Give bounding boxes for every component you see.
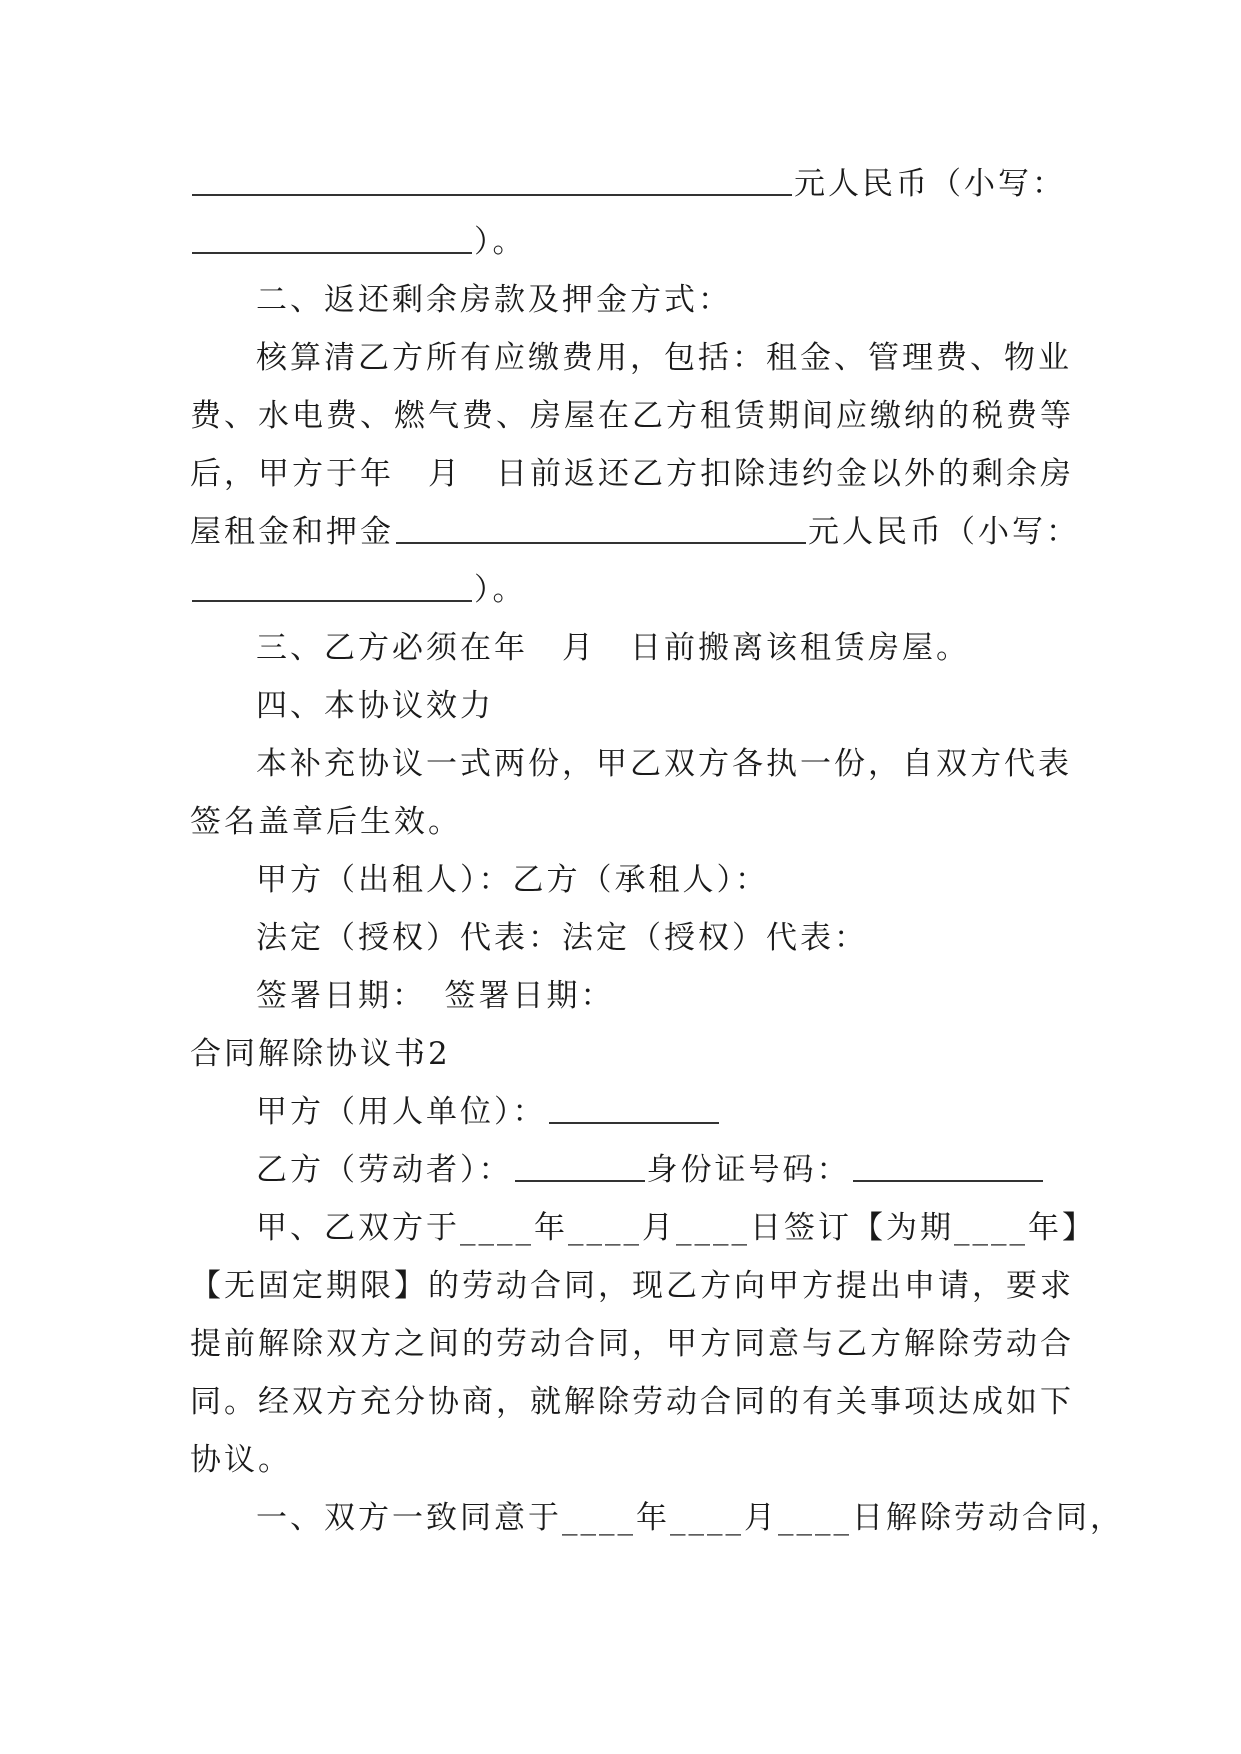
line-text: 四、本协议效力: [256, 688, 494, 724]
signature-line: [256, 972, 1060, 1020]
paragraph-line: [190, 1262, 1074, 1310]
fill-in-blank: [515, 1150, 645, 1182]
paragraph-line: [256, 740, 1072, 788]
paragraph-line: [190, 1436, 1060, 1484]
fill-in-blank: [192, 570, 472, 602]
section-heading: [256, 682, 1060, 730]
line-text: 【无固定期限】的劳动合同，现乙方向甲方提出申请，要求: [190, 1268, 1074, 1304]
line-text: 甲方（出租人）：乙方（承租人）：: [256, 862, 769, 898]
line-text: 同。经双方充分协商，就解除劳动合同的有关事项达成如下: [190, 1384, 1074, 1420]
line-text: 本补充协议一式两份，甲乙双方各执一份，自双方代表: [256, 746, 1072, 782]
line-text: 签署日期： 签署日期：: [256, 978, 615, 1014]
line-text: ）。: [474, 572, 527, 608]
signature-line: [256, 914, 1060, 962]
line-text: 三、乙方必须在年 月 日前搬离该租赁房屋。: [256, 630, 970, 666]
line-text: 签名盖章后生效。: [190, 804, 462, 840]
text-line: [190, 160, 1066, 208]
fill-in-blank: [192, 222, 472, 254]
paragraph-line: [190, 450, 1074, 498]
line-text: 合同解除协议书2: [190, 1036, 451, 1072]
line-text: 元人民币（小写：: [808, 514, 1080, 550]
line-text: 后，甲方于年 月 日前返还乙方扣除违约金以外的剩余房: [190, 456, 1074, 492]
signature-line: [256, 856, 1060, 904]
line-text: 甲、乙双方于____年____月____日签订【为期____年】: [256, 1210, 1096, 1246]
paragraph-line: [256, 1494, 1124, 1542]
text-line: [190, 566, 1060, 614]
paragraph-line: [190, 392, 1074, 440]
section-heading: [256, 624, 1060, 672]
line-text: 法定（授权）代表：法定（授权）代表：: [256, 920, 868, 956]
party-line: [256, 1088, 1060, 1136]
fill-in-blank: [853, 1150, 1043, 1182]
line-text: ）。: [474, 224, 527, 260]
section-heading: [256, 276, 1060, 324]
paragraph-line: [190, 1378, 1074, 1426]
paragraph-line: [190, 508, 1080, 556]
line-text: 甲方（用人单位）：: [256, 1094, 547, 1130]
line-text: 屋租金和押金: [190, 514, 394, 550]
line-text: 身份证号码：: [646, 1152, 851, 1188]
fill-in-blank: [396, 512, 806, 544]
line-text: 乙方（劳动者）：: [256, 1152, 513, 1188]
paragraph-line: [190, 798, 1060, 846]
line-text: 提前解除双方之间的劳动合同，甲方同意与乙方解除劳动合: [190, 1326, 1074, 1362]
paragraph-line: [256, 1204, 1096, 1252]
line-text: 一、双方一致同意于____年____月____日解除劳动合同，: [256, 1500, 1124, 1536]
fill-in-blank: [549, 1092, 719, 1124]
line-text: 协议。: [190, 1442, 292, 1478]
paragraph-line: [190, 1320, 1074, 1368]
text-line: [190, 218, 1060, 266]
fill-in-blank: [192, 164, 792, 196]
line-text: 元人民币（小写：: [794, 166, 1066, 202]
line-text: 二、返还剩余房款及押金方式：: [256, 282, 732, 318]
line-text: 核算清乙方所有应缴费用，包括：租金、管理费、物业: [256, 340, 1072, 376]
party-line: [256, 1146, 1060, 1194]
line-text: 费、水电费、燃气费、房屋在乙方租赁期间应缴纳的税费等: [190, 398, 1074, 434]
paragraph-line: [256, 334, 1072, 382]
document-title: [190, 1030, 1060, 1078]
